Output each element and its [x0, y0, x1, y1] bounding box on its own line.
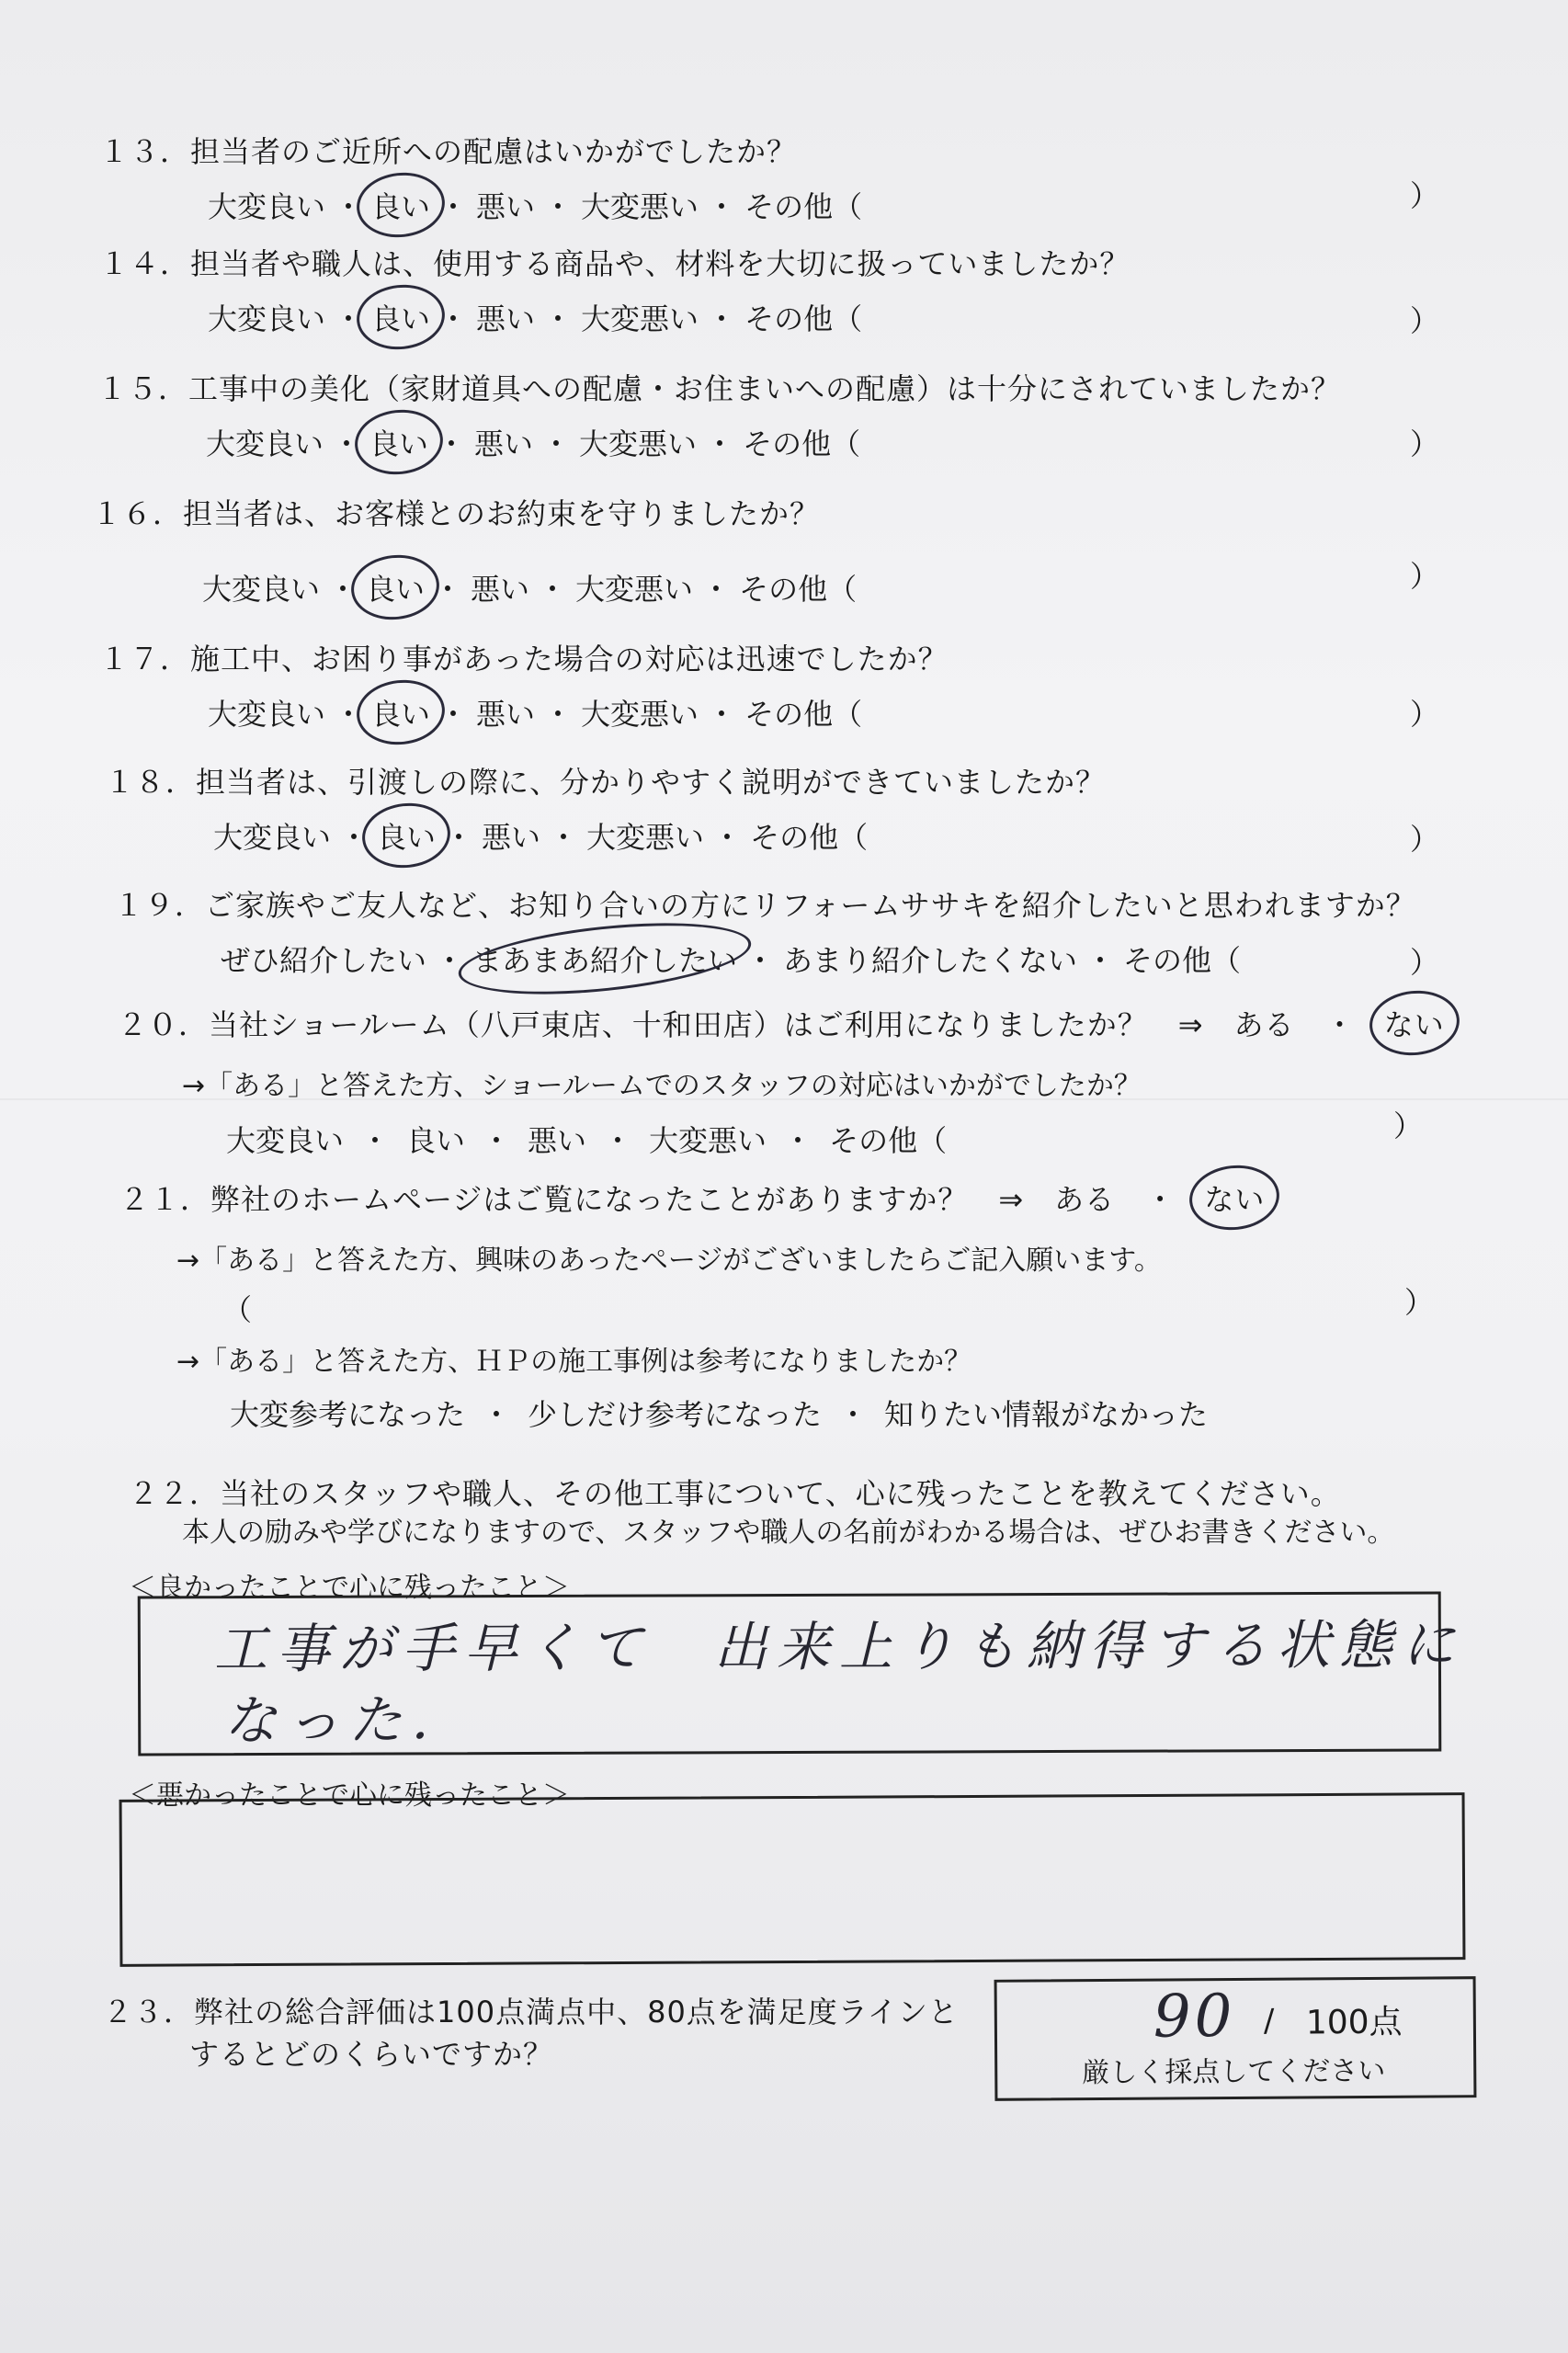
good-comment-text-line1: 工事が手早くて 出来上りも納得する状態に — [213, 1613, 1465, 1681]
option-separator: ・ — [745, 943, 776, 978]
option-separator: ・ — [438, 697, 469, 732]
question-14 — [99, 241, 1130, 338]
answer-option[interactable]: あまり紹介したくない — [783, 943, 1078, 978]
answer-option[interactable]: その他（ — [744, 189, 863, 224]
option-separator: ・ — [707, 301, 737, 336]
question-title: １７．施工中、お困り事があった場合の対応は迅速でしたか？ — [99, 642, 949, 676]
good-comment-label: ＜良かったことで心に残ったこと＞ — [129, 1572, 570, 1604]
answer-options — [208, 814, 1106, 857]
question-13 — [99, 129, 868, 226]
answer-option[interactable]: 良い — [371, 814, 441, 857]
answer-option[interactable]: 良い — [364, 421, 434, 463]
answer-option[interactable]: 大変良い — [208, 697, 326, 732]
q21-options — [224, 1392, 1213, 1434]
answer-option[interactable]: 良い — [406, 1123, 466, 1158]
close-paren: ） — [1410, 426, 1440, 461]
q21-answer-circle — [1187, 1161, 1283, 1234]
good-comment-box[interactable] — [138, 1592, 1465, 1756]
q22-title: ２２．当社のスタッフや職人、その他工事について、心に残ったことを教えてください。 — [129, 1476, 1341, 1511]
question-title: １８．担当者は、引渡しの際に、分かりやすく説明ができていましたか？ — [105, 765, 1107, 800]
answer-option[interactable]: 大変良い — [208, 301, 326, 336]
q21-close-paren: ） — [1404, 1285, 1435, 1320]
answer-options — [202, 296, 1130, 338]
answer-option[interactable]: 大変悪い — [581, 189, 699, 224]
bad-comment-label: ＜悪かったことで心に残ったこと＞ — [129, 1779, 570, 1812]
selected-answer-circle — [354, 676, 449, 749]
answer-option[interactable]: 悪い — [476, 189, 536, 224]
answer-option[interactable]: 大変悪い — [649, 1123, 767, 1158]
answer-option[interactable]: ぜひ紹介したい — [221, 943, 427, 978]
q21-answer[interactable]: ない — [1199, 1176, 1270, 1219]
option-separator: ・ — [707, 189, 737, 224]
answer-option[interactable]: 大変悪い — [579, 426, 698, 461]
answer-option[interactable]: 良い — [366, 296, 436, 338]
score-max: 100点 — [1305, 2003, 1403, 2042]
answer-option[interactable]: 大変良い — [202, 572, 321, 607]
q21-title: ２１．弊社のホームページはご覧になったことがありますか？ ⇒ ある ・ — [119, 1182, 1176, 1217]
question-title: １６．担当者は、お客様とのお約束を守りましたか？ — [92, 496, 821, 531]
option-separator: ・ — [339, 820, 369, 855]
option-separator: ・ — [538, 572, 568, 607]
question-title: １４．担当者や職人は、使用する商品や、材料を大切に扱っていましたか？ — [99, 246, 1131, 281]
score-slash: / — [1263, 2002, 1275, 2040]
q21-followup-2: →「ある」と答えた方、ＨＰの施工事例は参考になりましたか？ — [176, 1346, 972, 1378]
answer-option[interactable]: その他（ — [743, 426, 861, 461]
option-separator: ・ — [444, 820, 474, 855]
q20-answer-circle — [1366, 986, 1462, 1060]
option-separator: ・ — [332, 426, 362, 461]
answer-option[interactable]: 大変悪い — [581, 697, 699, 732]
option-separator: ・ — [433, 572, 463, 607]
question-21 — [119, 1176, 1270, 1278]
answer-option[interactable]: 大変良い — [208, 189, 326, 224]
score-note: 厳しく採点してください — [1082, 2054, 1386, 2090]
close-paren: ） — [1410, 303, 1440, 338]
option-separator: ・ — [543, 697, 574, 732]
answer-option[interactable]: 悪い — [474, 426, 534, 461]
option-separator: ・ — [705, 426, 735, 461]
answer-option[interactable]: その他（ — [744, 301, 863, 336]
question-title: １９．ご家族やご友人など、お知り合いの方にリフォームササキを紹介したいと思われますか？ — [114, 888, 1416, 923]
selected-answer-circle — [455, 911, 755, 1006]
option-separator: ・ — [701, 572, 732, 607]
answer-option[interactable]: 大変良い — [213, 820, 332, 855]
answer-options — [215, 938, 1416, 980]
close-paren: ） — [1410, 178, 1440, 213]
answer-option[interactable]: 大変良い — [226, 1123, 345, 1158]
q20-close-paren: ） — [1393, 1108, 1424, 1143]
option-separator: ・ — [482, 1123, 512, 1158]
answer-options — [197, 566, 862, 608]
q20-followup: →「ある」と答えた方、ショールームでのスタッフの対応はいかがでしたか？ — [182, 1070, 1142, 1102]
close-paren: ） — [1410, 697, 1440, 732]
answer-option[interactable]: その他（ — [1123, 943, 1242, 978]
selected-answer-circle — [359, 799, 454, 872]
option-separator: ・ — [438, 301, 469, 336]
option-separator: ・ — [707, 697, 737, 732]
answer-option[interactable]: 少しだけ参考になった — [528, 1397, 823, 1432]
bad-comment-box[interactable] — [119, 1792, 1466, 1967]
answer-option[interactable]: その他（ — [744, 697, 863, 732]
option-separator: ・ — [549, 820, 579, 855]
answer-option[interactable]: 大変悪い — [586, 820, 705, 855]
question-20 — [118, 1002, 1450, 1160]
question-17 — [99, 636, 949, 733]
answer-option[interactable]: 悪い — [476, 301, 536, 336]
option-separator: ・ — [438, 189, 469, 224]
option-separator: ・ — [334, 189, 364, 224]
answer-option[interactable]: 大変良い — [206, 426, 324, 461]
q21-followup-1: →「ある」と答えた方、興味のあったページがございましたらご記入願います。 — [176, 1245, 1162, 1277]
option-separator: ・ — [437, 426, 467, 461]
answer-option[interactable]: その他（ — [750, 820, 869, 855]
close-paren: ） — [1410, 945, 1440, 980]
option-separator: ・ — [541, 426, 572, 461]
score-box[interactable] — [994, 1976, 1477, 2101]
answer-option[interactable]: 悪い — [471, 572, 530, 607]
answer-option[interactable]: 良い — [366, 184, 436, 226]
option-separator: ・ — [334, 697, 364, 732]
answer-option[interactable]: 良い — [366, 691, 436, 733]
option-separator: ・ — [603, 1123, 633, 1158]
option-separator: ・ — [712, 820, 743, 855]
answer-option[interactable]: 大変悪い — [575, 572, 694, 607]
selected-answer-circle — [354, 280, 449, 354]
answer-options — [202, 184, 868, 226]
option-separator: ・ — [334, 301, 364, 336]
question-title: １５．工事中の美化（家財道具への配慮・お住まいへの配慮）は十分にされていましたか？ — [97, 371, 1342, 406]
answer-option[interactable]: まあまあ紹介したい — [467, 938, 743, 980]
q20-options — [221, 1118, 1450, 1160]
question-15 — [97, 366, 1341, 463]
option-separator: ・ — [482, 1397, 512, 1432]
option-separator: ・ — [543, 189, 574, 224]
option-separator: ・ — [435, 943, 465, 978]
option-separator: ・ — [543, 301, 574, 336]
close-paren: ） — [1410, 822, 1440, 857]
answer-option[interactable]: 大変参考になった — [230, 1397, 466, 1432]
option-separator: ・ — [360, 1123, 391, 1158]
answer-option[interactable]: 悪い — [476, 697, 536, 732]
option-separator: ・ — [838, 1397, 869, 1432]
answer-option[interactable]: 良い — [360, 566, 430, 608]
q20-title: ２０．当社ショールーム（八戸東店、十和田店）はご利用になりましたか？ ⇒ ある ・ — [118, 1007, 1356, 1042]
answer-option[interactable]: その他（ — [829, 1123, 948, 1158]
answer-options — [202, 691, 949, 733]
question-19 — [114, 882, 1416, 980]
answer-option[interactable]: 悪い — [528, 1123, 587, 1158]
q20-answer[interactable]: ない — [1379, 1002, 1450, 1044]
good-comment-text-line2: なった． — [223, 1688, 474, 1753]
option-separator: ・ — [1085, 943, 1116, 978]
answer-option[interactable]: その他（ — [739, 572, 858, 607]
question-title: １３．担当者のご近所への配慮はいかがでしたか？ — [99, 134, 798, 169]
answer-options — [200, 421, 1341, 463]
q23-title-line1: ２３．弊社の総合評価は100点満点中、80点を満足度ラインと — [103, 1995, 959, 2029]
q23-title-line2: するとどのくらいですか？ — [189, 2037, 554, 2072]
close-paren: ） — [1410, 559, 1440, 594]
q22-subtitle: 本人の励みや学びになりますので、スタッフや職人の名前がわかる場合は、ぜひお書きください。 — [182, 1517, 1395, 1549]
q21-open-paren: （ — [222, 1292, 253, 1327]
selected-answer-circle — [352, 405, 447, 479]
answer-option[interactable]: 知りたい情報がなかった — [884, 1397, 1209, 1432]
score-value: 90 — [1153, 1982, 1236, 2052]
question-16 — [92, 491, 862, 608]
answer-option[interactable]: 大変悪い — [581, 301, 699, 336]
option-separator: ・ — [783, 1123, 813, 1158]
selected-answer-circle — [348, 551, 443, 624]
selected-answer-circle — [354, 168, 449, 242]
answer-option[interactable]: 悪い — [482, 820, 541, 855]
option-separator: ・ — [328, 572, 358, 607]
question-18 — [105, 759, 1106, 857]
